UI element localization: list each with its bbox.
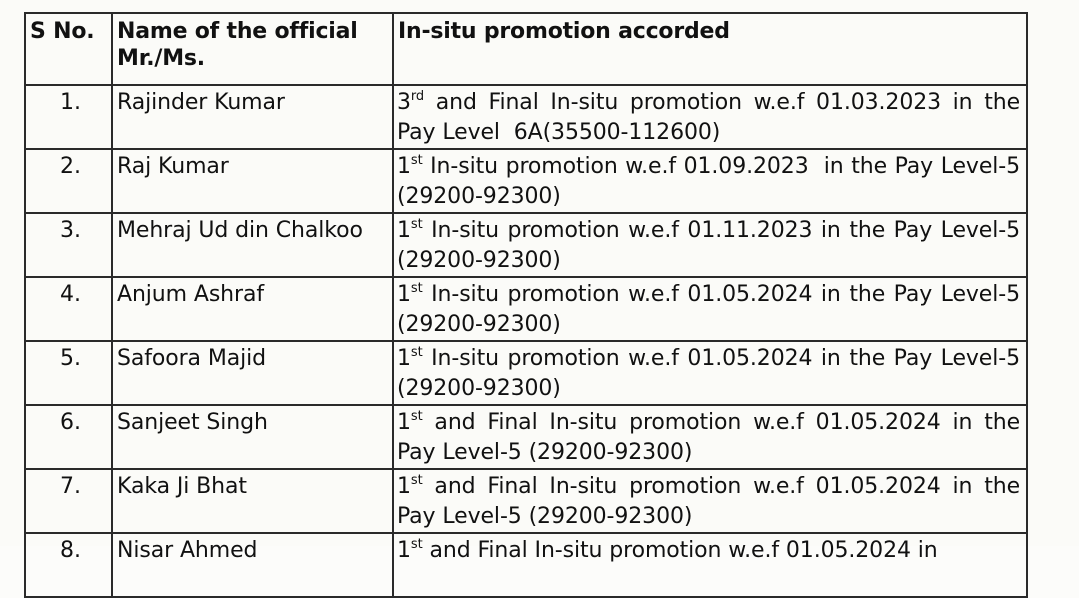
ordinal-suffix: st [410,217,423,232]
table-row [25,85,1027,149]
row-sno: 1. [25,85,112,149]
row-sno: 4. [25,277,112,341]
table-row [25,405,1027,469]
promotion-detail [393,85,1027,149]
ordinal-suffix: st [410,281,423,296]
official-name: Mehraj Ud din Chalkoo [112,213,393,277]
promotion-text: and Final In-situ promotion w.e.f 01.05.2024 in the Pay Level-5 (29200-92300) [397,474,1027,529]
promotion-text: In-situ promotion w.e.f 01.11.2023 in the Pay Level-5 (29200-92300) [397,218,1027,273]
header-name [112,13,393,85]
promotion-text: and Final In-situ promotion w.e.f 01.05.2024 in the Pay Level-5 (29200-92300) [397,410,1027,465]
promotion-detail [393,277,1027,341]
promotion-detail [393,469,1027,533]
promotion-detail [393,341,1027,405]
row-sno: 2. [25,149,112,213]
promotion-ordinal: 1 [397,538,411,563]
promotion-text: and Final In-situ promotion w.e.f 01.05.2024 in [422,538,938,563]
official-name: Safoora Majid [112,341,393,405]
promotion-ordinal: 1 [397,474,411,499]
row-sno: 8. [25,533,112,597]
ordinal-suffix: st [410,473,423,488]
promotion-text: In-situ promotion w.e.f 01.09.2023 in the Pay Level-5 (29200-92300) [397,154,1027,209]
table-row [25,149,1027,213]
ordinal-suffix: st [410,409,423,424]
table-row [25,469,1027,533]
promotion-detail [393,149,1027,213]
promotion-text: In-situ promotion w.e.f 01.05.2024 in the Pay Level-5 (29200-92300) [397,346,1027,401]
promotion-table [24,12,1028,598]
promotion-text: and Final In-situ promotion w.e.f 01.03.2023 in the Pay Level 6A(35500-112600) [397,90,1027,145]
ordinal-suffix: rd [410,89,425,104]
promotion-ordinal: 1 [397,154,411,179]
table-row [25,533,1027,597]
table-row [25,341,1027,405]
official-name: Sanjeet Singh [112,405,393,469]
official-name: Kaka Ji Bhat [112,469,393,533]
promotion-detail [393,405,1027,469]
official-name: Anjum Ashraf [112,277,393,341]
row-sno: 5. [25,341,112,405]
header-name-line1: Name of the official [117,19,358,44]
row-sno: 6. [25,405,112,469]
header-promotion: In-situ promotion accorded [393,13,1027,85]
promotion-detail [393,533,1027,597]
promotion-ordinal: 3 [397,90,411,115]
header-row [25,13,1027,85]
promotion-ordinal: 1 [397,282,411,307]
official-name: Rajinder Kumar [112,85,393,149]
row-sno: 3. [25,213,112,277]
promotion-ordinal: 1 [397,218,411,243]
official-name: Nisar Ahmed [112,533,393,597]
ordinal-suffix: st [410,345,423,360]
promotion-text: In-situ promotion w.e.f 01.05.2024 in the Pay Level-5 (29200-92300) [397,282,1027,337]
row-sno: 7. [25,469,112,533]
table-row [25,213,1027,277]
table-header [25,13,1027,85]
table-row [25,277,1027,341]
ordinal-suffix: st [410,537,423,552]
ordinal-suffix: st [410,153,423,168]
table-body [25,85,1027,597]
promotion-ordinal: 1 [397,410,411,435]
header-name-line2: Mr./Ms. [117,46,205,71]
header-sno: S No. [25,13,112,85]
promotion-detail [393,213,1027,277]
official-name: Raj Kumar [112,149,393,213]
promotion-ordinal: 1 [397,346,411,371]
